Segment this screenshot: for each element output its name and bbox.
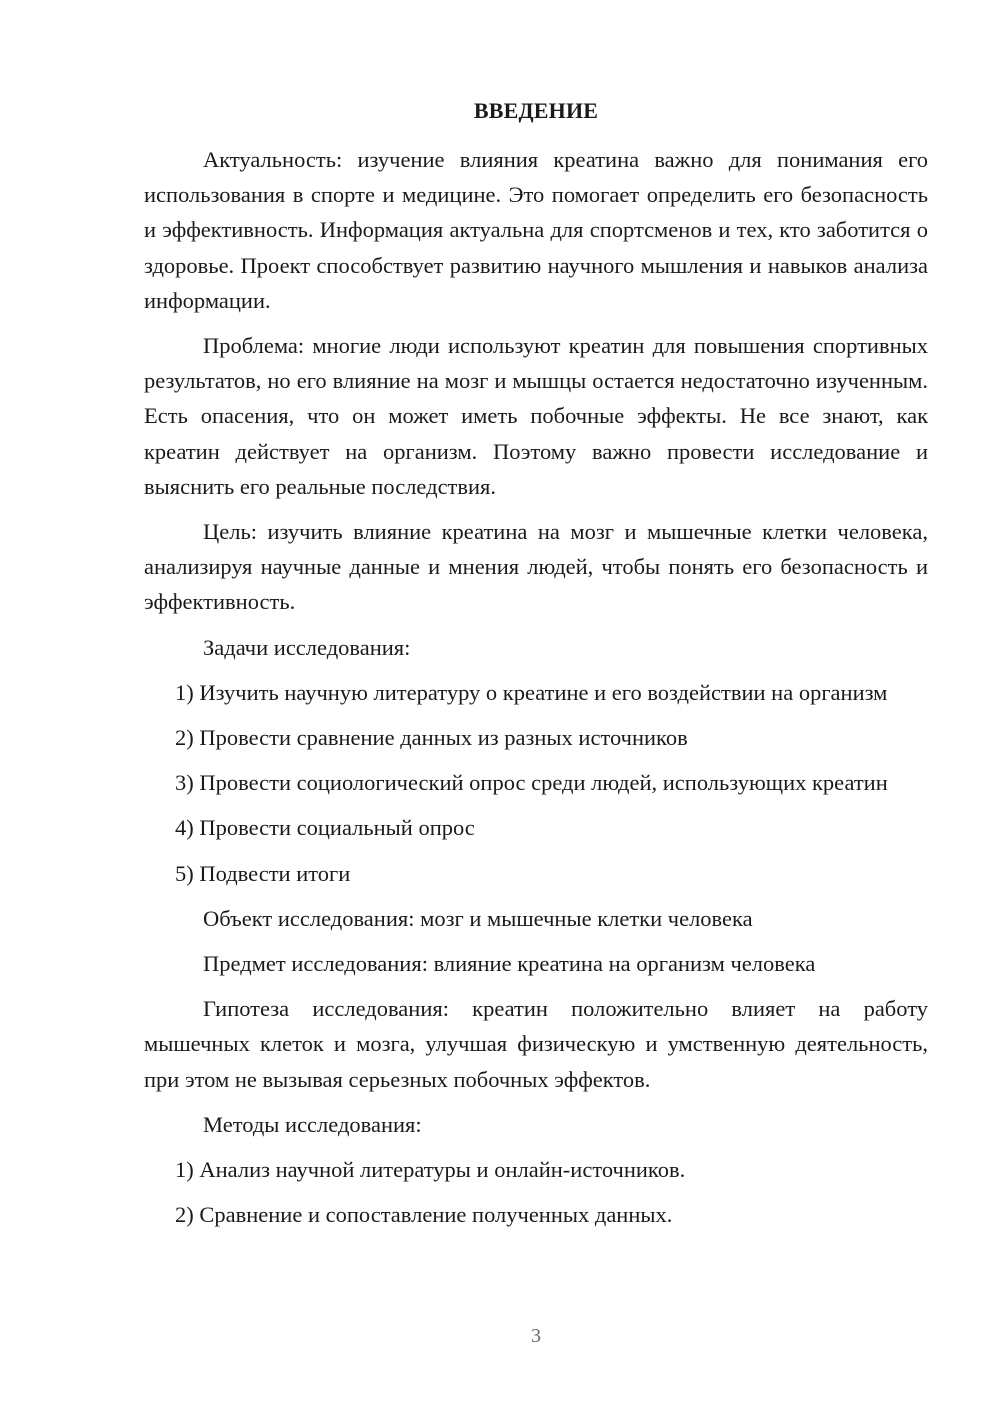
methods-title: Методы исследования:: [203, 1111, 422, 1137]
task-item-4: 4) Провести социальный опрос: [175, 815, 475, 841]
paragraph-problem: Проблема: многие люди используют креатин для повышения спортивных результатов, но его влияние на мозг и мышцы остается недостаточно изученным. Есть опасения, что он может иметь побочные эффекты. Не все знают, как креатин действует на организм. Поэтому важно провести исследование и выяснить его реальные последствия.: [144, 333, 928, 499]
task-item-3: 3) Провести социологический опрос среди людей, использующих креатин: [175, 770, 888, 796]
paragraph-relevance: Актуальность: изучение влияния креатина важно для понимания его использования в спорте и медицине. Это помогает определить его безопасность и эффективность. Информация актуальна для спортсменов и тех, кто заботится о здоровье. Проект способствует развитию научного мышления и навыков анализа информации.: [144, 147, 928, 313]
document-body: [144, 142, 928, 1242]
page-heading: ВВЕДЕНИЕ: [473, 98, 599, 123]
task-item-1: 1) Изучить научную литературу о креатине и его воздействии на организм: [175, 679, 888, 705]
tasks-title: Задачи исследования:: [203, 634, 411, 660]
paragraph-goal: Цель: изучить влияние креатина на мозг и мышечные клетки человека, анализируя научные данные и мнения людей, чтобы понять его безопасность и эффективность.: [144, 519, 928, 615]
method-item-2: 2) Сравнение и сопоставление полученных данных.: [175, 1202, 673, 1228]
paragraph-subject: Предмет исследования: влияние креатина на организм человека: [203, 951, 816, 977]
method-item-1: 1) Анализ научной литературы и онлайн-источников.: [175, 1157, 686, 1183]
paragraph-object: Объект исследования: мозг и мышечные клетки человека: [203, 905, 753, 931]
task-item-5: 5) Подвести итоги: [175, 860, 351, 886]
paragraph-hypothesis: Гипотеза исследования: креатин положительно влияет на работу мышечных клеток и мозга, улучшая физическую и умственную деятельность, при этом не вызывая серьезных побочных эффектов.: [144, 996, 928, 1092]
task-item-2: 2) Провести сравнение данных из разных источников: [175, 725, 688, 751]
page-number: 3: [531, 1325, 541, 1347]
